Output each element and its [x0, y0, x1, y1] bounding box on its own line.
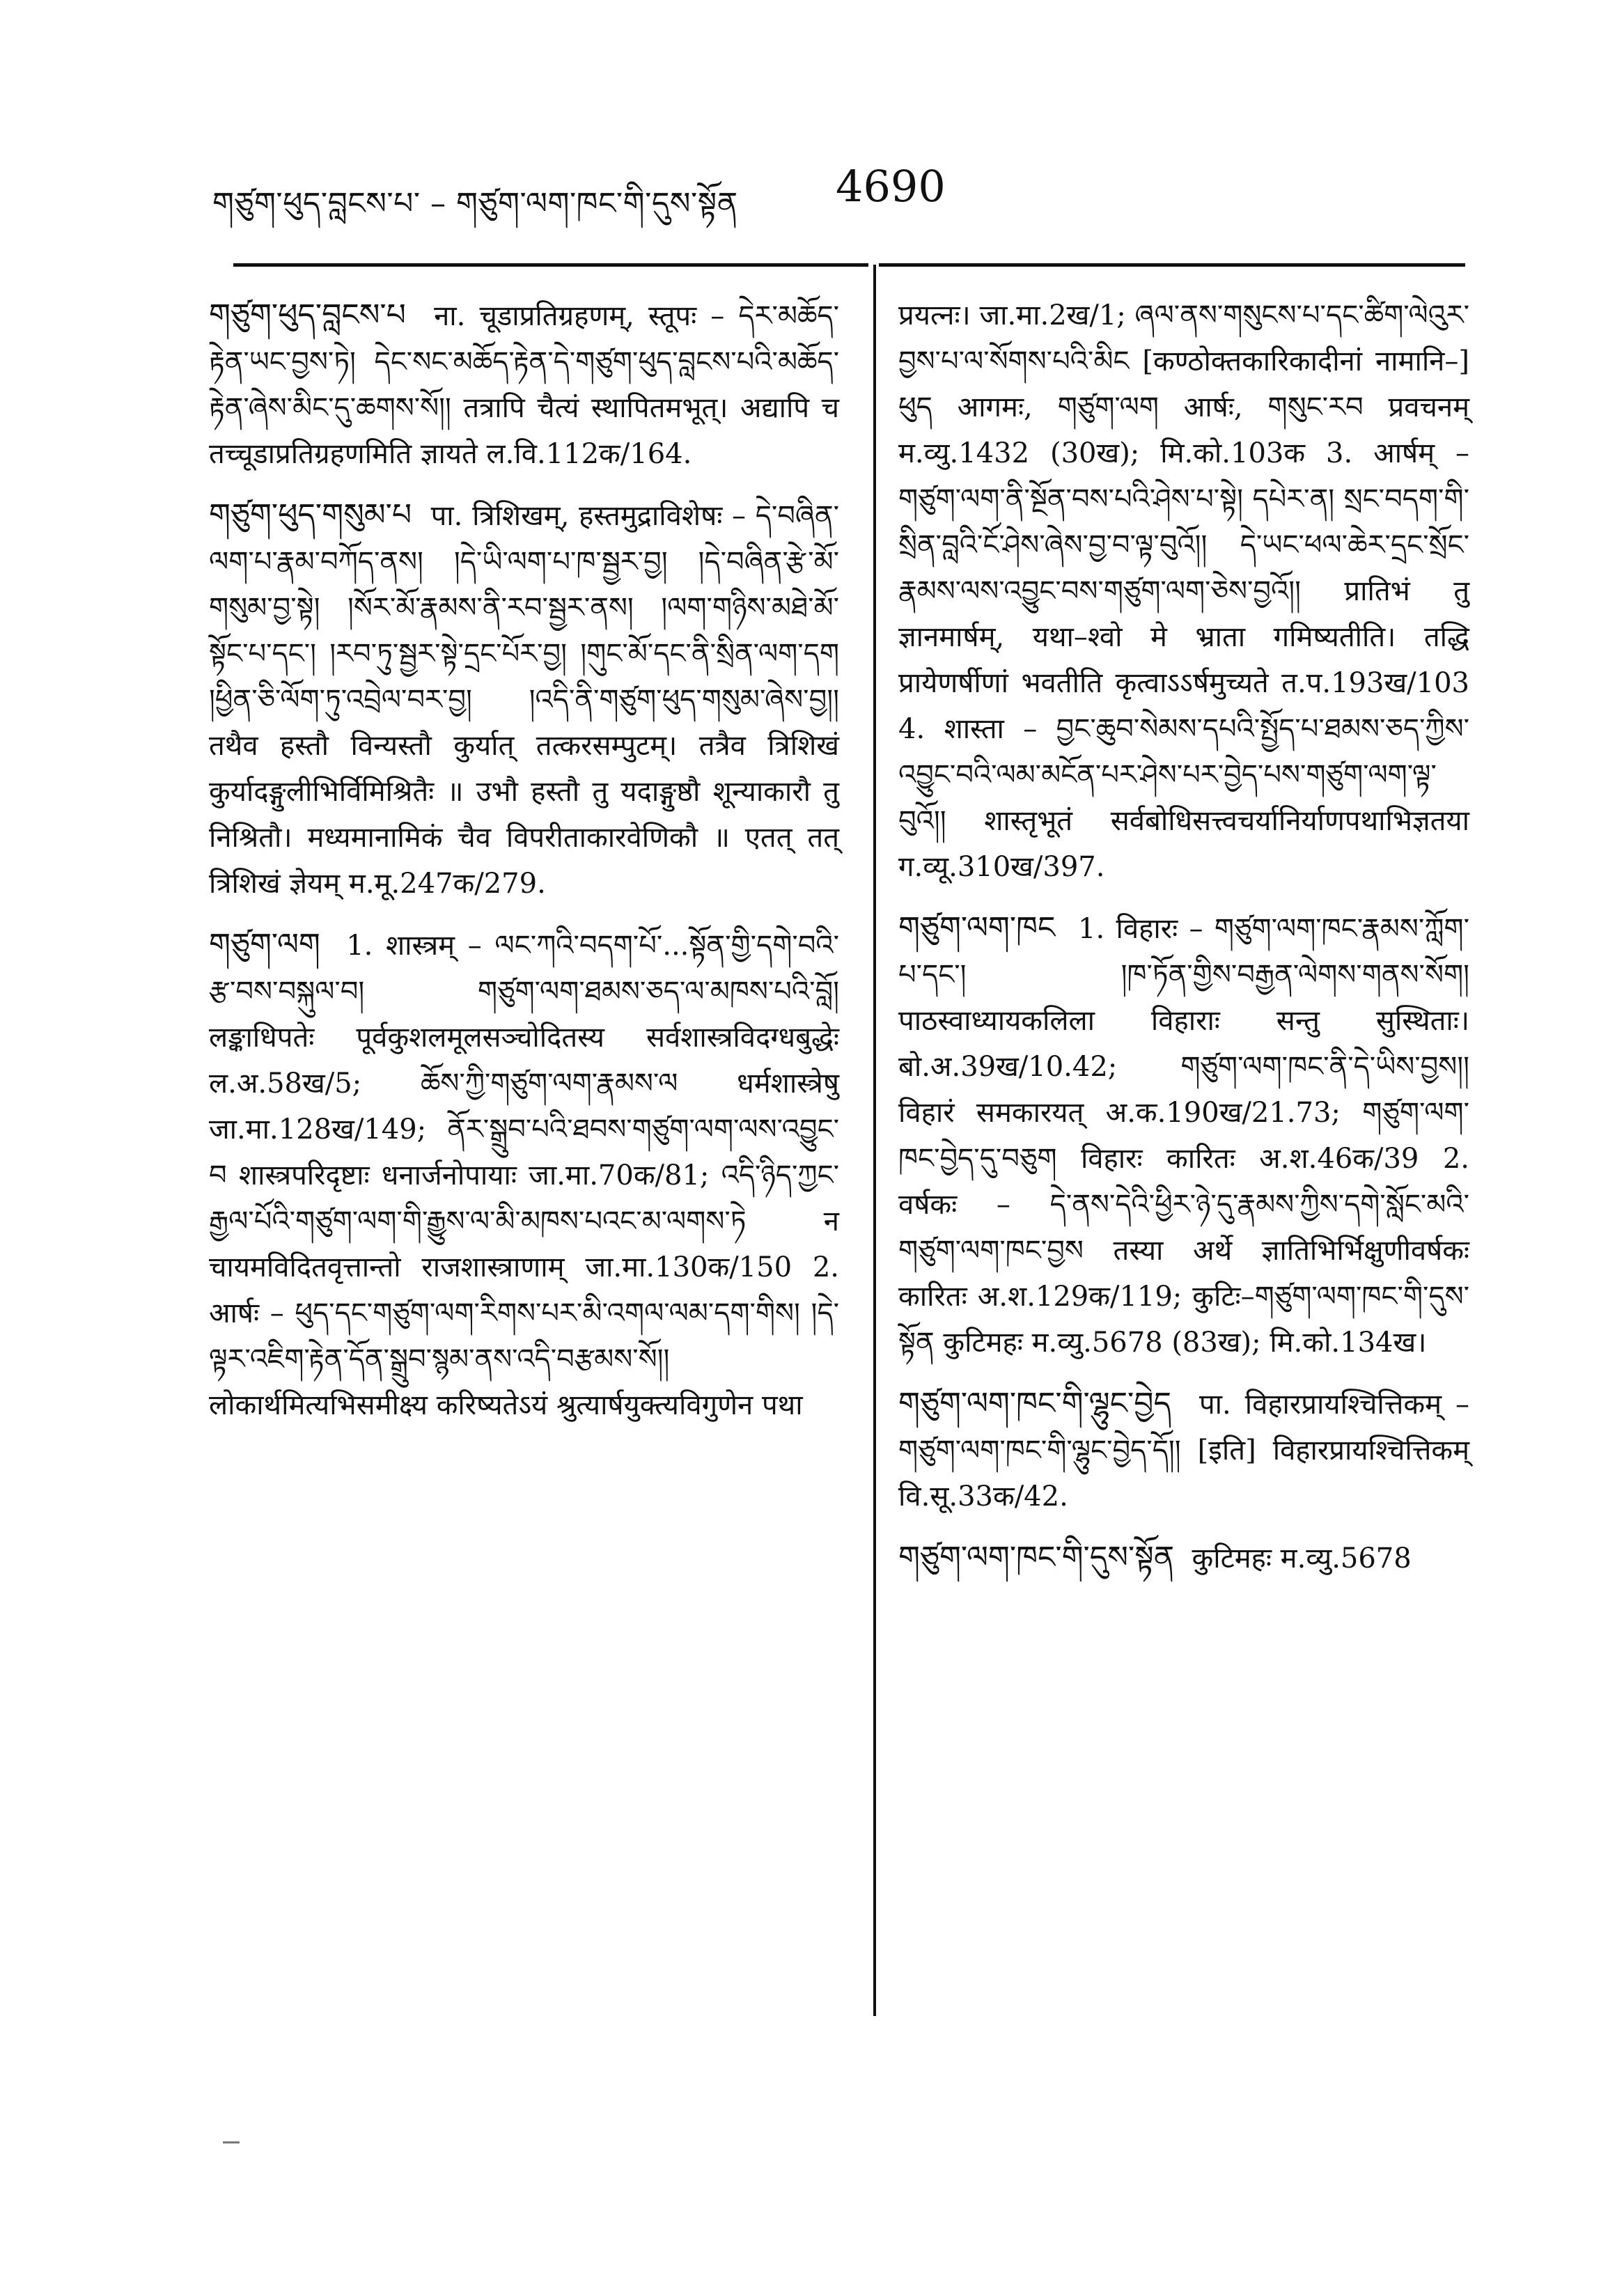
entry-body: कुटिमहः म.व्यु.5678: [1192, 1542, 1412, 1575]
entry-body: प्रयत्नः। जा.मा.2ख/1; ཞལ་ནས་གསུངས་པ་དང་ཚིག་ལེའུར་བྱས་པ་ལ་སོགས་པའི་མིང [कण्ठोक्तकारिकादीनां नामानि–] ཕུད आगमः, གཙུག་ལག आर्षः, གསུང་རབ प्रवचनम् म.व्यु.1432 (30ख); मि.को.103क 3. आर्षम् – གཙུག་ལག་ནི་སྔོན་བས་པའི་ཤེས་པ་སྟེ། དཔེར་ན། སྲང་བདག་གི་སྲིན་བླའི་ངོ་ཤེས་ཞེས་བྱ་བ་ལྟ་བུའོ།། དེ་ཡང་ཕལ་ཆེར་དྲང་སྲོང་རྣམས་ལས་འབྱུང་བས་གཙུག་ལག་ཅེས་བྱའོ།། प्रातिभं तु ज्ञानमार्षम्, यथा–श्वो मे भ्राता गमिष्यतीति। तद्धि प्रायेणर्षीणां भवतीति कृत्वाऽऽर्षमुच्यते त.प.193ख/103 4. शास्ता – བྱང་ཆུབ་སེམས་དཔའི་སྤྱོད་པ་ཐམས་ཅད་ཀྱིས་འབྱུང་བའི་ལམ་མངོན་པར་ཤེས་པར་བྱེད་པས་གཙུག་ལག་ལྟ་བུའོ།། शास्तृभूतं सर्वबोधिसत्त्वचर्यानिर्याणपथाभिज्ञतया ग.व्यू.310ख/397.: [898, 299, 1469, 883]
entry-body: 1. शास्त्रम् – ལང་ཀའི་བདག་པོ་...སྟོན་གྱི་དགེ་བའི་རྩ་བས་བསྐུལ་བ། གཙུག་ལག་ཐམས་ཅད་ལ་མཁས་པའི་བློ། लङ्काधिपतेः पूर्वकुशलमूलसञ्चोदितस्य सर्वशास्त्रविदग्धबुद्धेः ल.अ.58ख/5; ཆོས་ཀྱི་གཙུག་ལག་རྣམས་ལ धर्मशास्त्रेषु जा.मा.128ख/149; ནོར་སྒྲུབ་པའི་ཐབས་གཙུག་ལག་ལས་འབྱུང་བ शास्त्रपरिदृष्टाः धनार्जनोपायाः जा.मा.70क/81; འདི་ཉིད་ཀྱང་རྒྱལ་པོའི་གཙུག་ལག་གི་རྒྱུས་ལ་མི་མཁས་པའང་མ་ལགས་ཏེ न चायमविदितवृत्तान्तो राजशास्त्राणाम् जा.मा.130क/150 2. आर्षः – ཕུད་དང་གཙུག་ལག་རིགས་པར་མི་འགལ་ལམ་དག་གིས། །དེ་ལྟར་འཇིག་རྟེན་དོན་སྒྲུབ་སྙམ་ནས་འདི་བརྩམས་སོ།། लोकार्थमित्यभिसमीक्ष्य करिष्यतेऽयं श्रुत्यार्षयुक्त्यविगुणेन पथा: [209, 930, 839, 1421]
entry-body: 1. विहारः – གཙུག་ལག་ཁང་རྣམས་ཀློག་པ་དང་། །ཁ་ཏོན་གྱིས་བརྒྱན་ལེགས་གནས་སོག། पाठस्वाध्यायकलिला विहाराः सन्तु सुस्थिताः। बो.अ.39ख/10.42; གཙུག་ལག་ཁང་ནི་དེ་ཡིས་བྱས།། विहारं समकारयत् अ.क.190ख/21.73; གཙུག་ལག་ཁང་བྱེད་དུ་བཅུག विहारः कारितः अ.श.46क/39 2. वर्षकः – དེ་ནས་དེའི་ཕྱིར་ཉེ་དུ་རྣམས་ཀྱིས་དགེ་སློང་མའི་གཙུག་ལག་ཁང་བྱས तस्या अर्थे ज्ञातिभिर्भिक्षुणीवर्षकः कारितः अ.श.129क/119; कुटिः–གཙུག་ལག་ཁང་གི་དུས་སྟོན कुटिमहः म.व्यु.5678 (83ख); मि.को.134ख।: [898, 913, 1469, 1359]
header-rule-right: [879, 263, 1465, 267]
dictionary-entry: [209, 292, 839, 477]
left-column: [209, 292, 839, 1428]
entry-headword: གཙུག་ཕུད་བླངས་པ: [209, 297, 406, 333]
scan-mark: [223, 2141, 240, 2143]
right-column: [898, 292, 1469, 1581]
entry-body: ना. चूडाप्रतिग्रहणम्, स्तूपः – དེར་མཆོད་རྟེན་ཡང་བྱས་ཏེ། དེང་སང་མཆོད་རྟེན་དེ་གཙུག་ཕུད་བླངས་པའི་མཆོད་རྟེན་ཞེས་མིང་དུ་ཆགས་སོ།། तत्रापि चैत्यं स्थापितमभूत्। अद्यापि च तच्चूडाप्रतिग्रहणमिति ज्ञायते ल.वि.112क/164.: [209, 300, 839, 470]
entry-headword: གཙུག་ལག་ཁང: [898, 910, 1056, 946]
entry-headword: གཙུག་ལག་ཁང་གི་ལྷུང་བྱེད: [898, 1386, 1171, 1421]
column-divider: [873, 265, 876, 2016]
dictionary-entry: [209, 922, 839, 1428]
dictionary-entry: [898, 1381, 1469, 1520]
header-rule-left: [233, 263, 868, 267]
entry-body: पा. त्रिशिखम्, हस्तमुद्राविशेषः – དེ་བཞིན་ལག་པ་རྣམ་བཀོད་ནས། །དེ་ཡི་ལག་པ་ཁ་སྦྱར་བྱ། །དེ་བཞིན་རྩེ་མོ་གསུམ་བྱ་སྟེ། །སོར་མོ་རྣམས་ནི་རབ་སྦྱར་ནས། །ལག་གཉིས་མཐེ་མོ་སྟོང་པ་དང་། །རབ་ཏུ་སྦྱར་སྟེ་དྲང་པོར་བྱ། །གུང་མོ་དང་ནི་སྲིན་ལག་དག །ཕྱིན་ཅི་ལོག་ཏུ་འབྲེལ་བར་བྱ། །འདི་ནི་གཙུག་ཕུད་གསུམ་ཞེས་བྱ།། तथैव हस्तौ विन्यस्तौ कुर्यात् तत्करसम्पुटम्। तत्रैव त्रिशिखं कुर्यादङ्गुलीभिर्विमिश्रितैः ॥ उभौ हस्तौ तु यदाङ्गुष्ठौ शून्याकारौ तु निश्रितौ। मध्यमानामिकं चैव विपरीताकारवेणिकौ ॥ एतत् तत् त्रिशिखं ज्ञेयम् म.मू.247क/279.: [209, 500, 839, 900]
page-number: 4690: [836, 161, 946, 212]
running-head: གཙུག་ཕུད་བླངས་པ་ – གཙུག་ལག་ཁང་གི་དུས་སྟོན: [212, 186, 738, 221]
dictionary-entry-continuation: [898, 292, 1469, 890]
entry-body: पा. विहारप्रायश्चित्तिकम् – གཙུག་ལག་ཁང་གི་ལྷུང་བྱེད་དོ།། [इति] विहारप्रायश्चित्तिकम् वि.सू.33क/42.: [898, 1389, 1469, 1513]
dictionary-entry: [209, 492, 839, 907]
dictionary-entry: [898, 905, 1469, 1366]
page-header: [212, 157, 1090, 233]
entry-headword: གཙུག་ལག: [209, 927, 320, 962]
entry-headword: གཙུག་ལག་ཁང་གི་དུས་སྟོན: [898, 1540, 1175, 1575]
entry-headword: གཙུག་ཕུད་གསུམ་པ: [209, 497, 412, 533]
dictionary-entry: [898, 1535, 1469, 1581]
